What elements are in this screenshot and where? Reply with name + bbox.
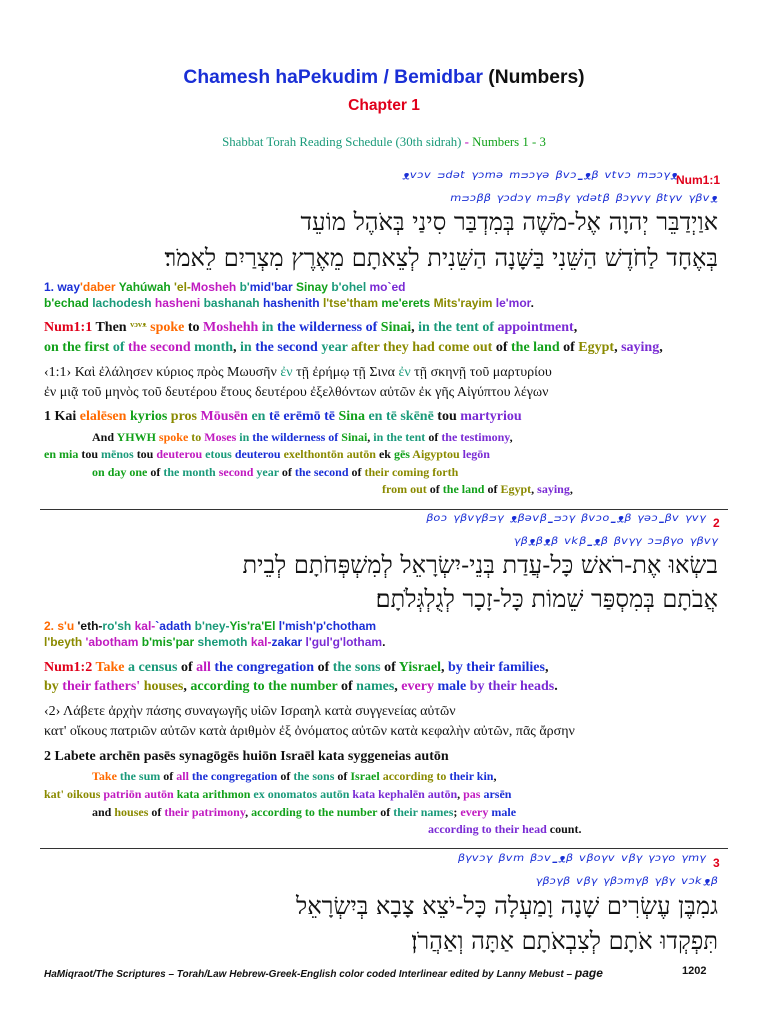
footer-dash: – [563, 969, 575, 980]
word-segment: kephalēn [378, 787, 428, 801]
english-line [44, 341, 663, 355]
word-segment: pros [170, 409, 201, 424]
reading-schedule [0, 136, 768, 149]
word-segment: autōn [320, 787, 353, 801]
word-segment: hasheni [154, 296, 204, 310]
word-segment: , [441, 660, 449, 675]
word-segment: year [256, 465, 282, 479]
greek-translit-line [44, 448, 490, 460]
english-line [44, 661, 548, 675]
verse-ref-3: 3 [713, 856, 720, 870]
word-segment: , [544, 660, 549, 675]
word-segment: of [180, 660, 197, 675]
word-segment: on [44, 340, 63, 355]
word-segment: the sum [119, 769, 164, 783]
word-segment: `adath [155, 619, 195, 633]
word-segment: after [351, 340, 384, 355]
verse-ref-1: Num1:1 [676, 173, 721, 187]
word-segment: ᵛᵓᵛᵜ [130, 320, 151, 335]
word-segment: the wilderness of [252, 430, 342, 444]
word-segment: spoke [150, 320, 188, 335]
word-segment: . [554, 679, 558, 694]
word-segment: arsēn [483, 787, 512, 801]
word-segment: ‹1:1› [44, 365, 75, 380]
word-segment: ἐν μιᾷ τοῦ μηνὸς τοῦ δευτέρου ἔτους δευτέρου ἐξελθόντων αὐτῶν ἐκ γῆς Αἰγύπτου λέγων [44, 385, 549, 400]
word-segment: l'gul'g'lotham [305, 635, 383, 649]
page-label: page [574, 966, 603, 980]
page-footer [44, 967, 603, 980]
word-segment: martyriou [460, 409, 522, 424]
english-line [44, 321, 577, 335]
word-segment: of [112, 340, 129, 355]
translit-line [44, 297, 534, 309]
word-segment: of [163, 769, 177, 783]
paleo-line-1: ᵜᵛᵓᵛ ᵙᵈᵊᵗ ᵞᵓᵐᵊ ᵐᵙᵓᵞᵊ ᵝᵛᵓ-ᵜᵝ ᵛᵗᵛᵓ ᵐᵙᵓᵞᵜ [401, 168, 678, 189]
schedule-text: Shabbat Torah Reading Schedule (30th sidrah) [222, 135, 465, 149]
word-segment: Sinai [341, 430, 368, 444]
word-segment: legōn [462, 447, 490, 461]
word-segment: b'mis'par [141, 635, 198, 649]
word-segment: Yis'ra'El [229, 619, 279, 633]
word-segment: Egypt [578, 340, 615, 355]
word-segment: count [549, 822, 579, 836]
word-segment: , [367, 430, 374, 444]
greek-english-line [92, 431, 513, 443]
word-segment: mia [59, 447, 82, 461]
word-segment: the number [317, 805, 381, 819]
word-segment: ἐν [280, 365, 297, 380]
greek-line [44, 386, 548, 400]
word-segment: me'erets [381, 296, 434, 310]
word-segment: l'tse'tham [322, 296, 382, 310]
word-segment: in [261, 320, 277, 335]
hebrew-line-1: אוַיְדַבֵּר יְהוָה אֶל-מֹשֶׁה בְּמִדְבַּר סִינַי בְּאֹהֶל מוֹעֵד [300, 208, 718, 236]
word-segment: tou [437, 409, 461, 424]
word-segment: . [530, 296, 534, 310]
paleo-line-1: ᵝᵒᵓ ᵞᵝᵛᵞᵝᵙᵞ ᵜᵝᵊᵛᵝ-ᵙᵓᵞ ᵝᵛᵓᵒ-ᵜᵝ ᵞᵊᵓ-ᵝᵛ ᵞᵛᵞ [426, 511, 706, 532]
word-segment: , [245, 805, 252, 819]
word-segment: τῇ ἐρήμῳ τῇ Σινα [296, 365, 399, 380]
word-segment: 'abotham [85, 635, 142, 649]
word-segment: Sinay [295, 280, 332, 294]
word-segment: in [240, 340, 256, 355]
word-segment: their kin [449, 769, 494, 783]
word-segment: 2. s'u [44, 619, 78, 633]
word-segment: pas [463, 787, 484, 801]
greek-english-line [428, 823, 581, 835]
word-segment: hashenith [262, 296, 323, 310]
word-segment: kal- [134, 619, 156, 633]
word-segment: Mits'rayim [433, 296, 496, 310]
greek-line [44, 705, 456, 719]
word-segment: of [281, 465, 295, 479]
word-segment: second [218, 465, 257, 479]
word-segment: 1 Kai [44, 409, 80, 424]
word-segment: l'beyth [44, 635, 86, 649]
word-segment: Yahúwah [118, 280, 175, 294]
word-segment: by their heads [469, 679, 555, 694]
greek-line [44, 725, 575, 739]
word-segment: etous [205, 447, 235, 461]
word-segment: b' [239, 280, 250, 294]
word-segment: syggeneias [347, 749, 415, 764]
word-segment: Yisrael [398, 660, 442, 675]
word-segment: they had come out [383, 340, 496, 355]
word-segment: elalēsen [79, 409, 130, 424]
word-segment: the wilderness of [276, 320, 381, 335]
word-segment: the first [62, 340, 113, 355]
word-segment: and [92, 805, 115, 819]
word-segment: exelthontōn [283, 447, 347, 461]
word-segment: kal- [250, 635, 272, 649]
word-segment: year [321, 340, 352, 355]
word-segment: pasēs [143, 749, 180, 764]
word-segment: in [239, 430, 253, 444]
word-segment: male [491, 805, 517, 819]
word-segment: Aigyptou [412, 447, 463, 461]
word-segment: autōn [346, 447, 379, 461]
word-segment: Καὶ ἐλάλησεν κύριος πρὸς Μωυσῆν [74, 365, 281, 380]
word-segment: mo`ed [369, 280, 406, 294]
word-segment: every [401, 679, 438, 694]
word-segment: male [437, 679, 470, 694]
hebrew-line-2: תִּפְקְדוּ אֹתָם לְצִבְאֹתָם אַתָּה וְאַהֲרֹן׃ [411, 927, 718, 955]
paleo-line-2: ᵞᵝᵜᵝᵜᵝ ᵛᵏᵝ-ᵜᵝ ᵝᵛᵞᵞ ᵓᵙᵝᵞᵒ ᵞᵝᵛᵞ [513, 534, 718, 555]
word-segment: ex [253, 787, 268, 801]
chapter-heading: Chapter 1 [348, 97, 420, 114]
word-segment: of [563, 340, 579, 355]
word-segment: the month [163, 465, 219, 479]
word-segment: Mosheh [190, 280, 240, 294]
word-segment: Mōusēn [200, 409, 252, 424]
word-segment: of [428, 430, 442, 444]
word-segment: of [380, 805, 394, 819]
word-segment: the sons [293, 769, 338, 783]
word-segment: . [382, 635, 386, 649]
word-segment: kata [352, 787, 379, 801]
word-segment: shemoth [197, 635, 251, 649]
word-segment: from out [382, 482, 430, 496]
word-segment: all [196, 660, 215, 675]
word-segment: the congregation [214, 660, 318, 675]
translit-line [44, 620, 376, 632]
word-segment: every [460, 805, 492, 819]
word-segment: Moses [204, 430, 240, 444]
word-segment: day [107, 465, 130, 479]
word-segment: month [194, 340, 234, 355]
word-segment: the land [442, 482, 488, 496]
word-segment: mēnos [101, 447, 137, 461]
word-segment: a census [128, 660, 181, 675]
word-segment: of [280, 769, 294, 783]
word-segment: Num1:2 [44, 660, 96, 675]
word-segment: their names [393, 805, 454, 819]
word-segment: their patrimony [164, 805, 246, 819]
word-segment: the second [294, 465, 352, 479]
word-segment: of [317, 660, 333, 675]
verse-ref-2: 2 [713, 516, 720, 530]
word-segment: , [233, 340, 241, 355]
word-segment: according to [190, 679, 269, 694]
word-segment: saying [537, 482, 570, 496]
word-segment: the land [511, 340, 564, 355]
word-segment: the number [268, 679, 341, 694]
word-segment: huiōn [242, 749, 281, 764]
page-number: 1202 [682, 965, 707, 977]
word-segment: one [129, 465, 151, 479]
title-main: Chamesh haPekudim / Bemidbar [183, 67, 483, 88]
word-segment: synagōgēs [179, 749, 243, 764]
greek-translit-line [44, 788, 511, 800]
word-segment: houses [114, 805, 152, 819]
hebrew-line-2: אֲבֹתָם בְּמִסְפַּר שֵׁמוֹת כָּל-זָכָר לְגֻלְגְּלֹתָם׃ [375, 585, 718, 613]
paleo-line-1: ᵝᵞᵛᵓᵞ ᵝᵛᵐ ᵝᵓᵛ-ᵜᵝ ᵛᵝᵒᵞᵛ ᵛᵝᵞ ᵞᵓᵞᵒ ᵞᵐᵞ [457, 851, 706, 872]
word-segment: Egypt [500, 482, 532, 496]
word-segment: YHWH [116, 430, 159, 444]
word-segment: , [394, 679, 402, 694]
word-segment: Num1:1 [44, 320, 96, 335]
paleo-line-2: ᵞᵝᵓᵞᵝ ᵛᵝᵞ ᵞᵝᵓᵐᵞᵝ ᵞᵝᵞ ᵛᵓᵏᵜᵝ [535, 874, 718, 895]
word-segment: of [495, 340, 511, 355]
word-segment: their [364, 465, 392, 479]
word-segment: , [509, 430, 513, 444]
word-segment: Sinai [380, 320, 412, 335]
word-segment: to [191, 430, 205, 444]
word-segment: bashanah [203, 296, 263, 310]
word-segment: ek [378, 447, 394, 461]
word-segment: deuterou [234, 447, 284, 461]
word-segment: tē erēmō tē [268, 409, 339, 424]
word-segment: onomatos [267, 787, 321, 801]
word-segment: Then [95, 320, 131, 335]
word-segment: in [418, 320, 434, 335]
hebrew-line-2: בְּאֶחָד לַחֹדֶשׁ הַשֵּׁנִי בַּשָּׁנָה הַשֵּׁנִית לְצֵאתָם מֵאֶרֶץ מִצְרַיִם לֵאמֹר׃ [164, 244, 718, 272]
word-segment: archēn [99, 749, 144, 764]
word-segment: zakar [271, 635, 306, 649]
word-segment: the tent [386, 430, 429, 444]
word-segment: gēs [393, 447, 413, 461]
word-segment: all [176, 769, 192, 783]
page-title [0, 68, 768, 87]
word-segment: τῇ σκηνῇ τοῦ μαρτυρίου [414, 365, 552, 380]
greek-english-line [92, 770, 496, 782]
word-segment: , [183, 679, 191, 694]
word-segment: 'daber [80, 280, 119, 294]
word-segment: by [44, 679, 63, 694]
word-segment: 'el- [174, 280, 191, 294]
english-line [44, 680, 558, 694]
word-segment: 'eth- [77, 619, 103, 633]
word-segment: le'mor [495, 296, 531, 310]
word-segment: spoke [158, 430, 192, 444]
word-segment: , [457, 787, 464, 801]
greek-english-line [92, 806, 516, 818]
word-segment: autōn [414, 749, 449, 764]
word-segment: mid'bar [249, 280, 296, 294]
word-segment: of [351, 465, 365, 479]
word-segment: kata [176, 787, 203, 801]
word-segment: en [368, 409, 386, 424]
word-segment: oikous [67, 787, 104, 801]
word-segment: ‹2› Λάβετε ἀρχὴν πάσης συναγωγῆς υἱῶν Ισραηλ κατὰ συγγενείας αὐτῶν [44, 704, 456, 719]
word-segment: the testimony [441, 430, 510, 444]
word-segment: Israēl [280, 749, 318, 764]
word-segment: autōn [427, 787, 458, 801]
word-segment: patriōn [103, 787, 145, 801]
word-segment: kyrios [129, 409, 171, 424]
translit-line [44, 636, 385, 648]
word-segment: of [384, 660, 399, 675]
word-segment: , [493, 769, 497, 783]
word-segment: in [373, 430, 387, 444]
word-segment: saying [621, 340, 660, 355]
word-segment: the second [128, 340, 195, 355]
verse-divider [40, 848, 728, 849]
word-segment: en [251, 409, 269, 424]
verse-divider [40, 509, 728, 510]
word-segment: b'echad [44, 296, 93, 310]
word-segment: Moshehh [203, 320, 262, 335]
greek-translit-line [44, 410, 522, 424]
word-segment: en [44, 447, 59, 461]
paleo-line-2: ᵐᵙᵓᵝᵝ ᵞᵓᵈᵓᵞ ᵐᵙᵝᵞ ᵞᵈᵊᵗᵝ ᵝᵓᵞᵛᵞ ᵝᵗᵞᵛ ᵞᵝᵛᵜ [450, 191, 718, 212]
word-segment: their head [494, 822, 550, 836]
word-segment: appointment [497, 320, 574, 335]
word-segment: ro'sh [102, 619, 135, 633]
word-segment: kat' [44, 787, 68, 801]
word-segment: kata [317, 749, 348, 764]
word-segment: coming forth [391, 465, 459, 479]
word-segment: arithmon [202, 787, 254, 801]
word-segment: Take [92, 769, 120, 783]
word-segment: Take [95, 660, 129, 675]
title-paren: (Numbers) [482, 67, 585, 88]
word-segment: of [487, 482, 501, 496]
word-segment: autōn [144, 787, 177, 801]
word-segment: houses [143, 679, 184, 694]
word-segment: , [531, 482, 538, 496]
word-segment: to [187, 320, 204, 335]
word-segment: , [411, 320, 419, 335]
word-segment: Sina [338, 409, 369, 424]
word-segment: of [337, 769, 351, 783]
word-segment: b'ohel [331, 280, 370, 294]
word-segment: . [578, 822, 582, 836]
translit-line [44, 281, 406, 293]
hebrew-line-1: בשְׂאוּ אֶת-רֹאשׁ כָּל-עֲדַת בְּנֵי-יִשְׂרָאֵל לְמִשְׁפְּחֹתָם לְבֵית [242, 551, 718, 579]
schedule-dash: - [464, 135, 473, 149]
word-segment: κατ' οἴκους πατριῶν αὐτῶν κατὰ ἀριθμὸν ἐξ ὀνόματος αὐτῶν κατὰ κεφαλὴν αὐτῶν, πᾶς ἄρσην [44, 724, 575, 739]
word-segment: of [341, 679, 357, 694]
word-segment: 2 Labete [44, 749, 100, 764]
word-segment: , [614, 340, 622, 355]
word-segment: of [429, 482, 443, 496]
schedule-range: Numbers 1 - 3 [472, 135, 546, 149]
greek-english-line [382, 483, 573, 495]
word-segment: , [573, 320, 578, 335]
word-segment: And [92, 430, 117, 444]
greek-english-line [92, 466, 458, 478]
word-segment: tē skēnē [385, 409, 438, 424]
word-segment: , [659, 340, 663, 355]
word-segment: ; [453, 805, 461, 819]
word-segment: tou [136, 447, 157, 461]
word-segment: of [150, 465, 164, 479]
greek-line [44, 366, 552, 380]
word-segment: the second [255, 340, 322, 355]
word-segment: 1. way [44, 280, 81, 294]
word-segment: the congregation [191, 769, 281, 783]
hebrew-line-1: גמִבֶּן עֶשְׂרִים שָׁנָה וָמַעְלָה כָּל-יֹצֵא צָבָא בְּיִשְׂרָאֵל [296, 892, 718, 920]
word-segment: of [151, 805, 165, 819]
word-segment: by their families [448, 660, 545, 675]
word-segment: l'mish'p'chotham [278, 619, 377, 633]
word-segment: lachodesh [92, 296, 155, 310]
word-segment: deuterou [156, 447, 206, 461]
word-segment: according to [251, 805, 318, 819]
word-segment: the tent of [433, 320, 498, 335]
word-segment: names [356, 679, 395, 694]
footer-text: HaMiqraot/The Scriptures – Torah/Law Hebrew-Greek-English color coded Interlinear edited by Lanny Mebust [44, 969, 564, 980]
word-segment: the sons [332, 660, 385, 675]
word-segment: according to [428, 822, 495, 836]
word-segment: , [569, 482, 573, 496]
greek-translit-line [44, 750, 449, 764]
word-segment: Israel [350, 769, 383, 783]
word-segment: on [92, 465, 108, 479]
word-segment: their fathers' [62, 679, 144, 694]
word-segment: tou [81, 447, 102, 461]
word-segment: b'ney- [194, 619, 230, 633]
word-segment: according to [382, 769, 450, 783]
word-segment: ἐν [398, 365, 415, 380]
